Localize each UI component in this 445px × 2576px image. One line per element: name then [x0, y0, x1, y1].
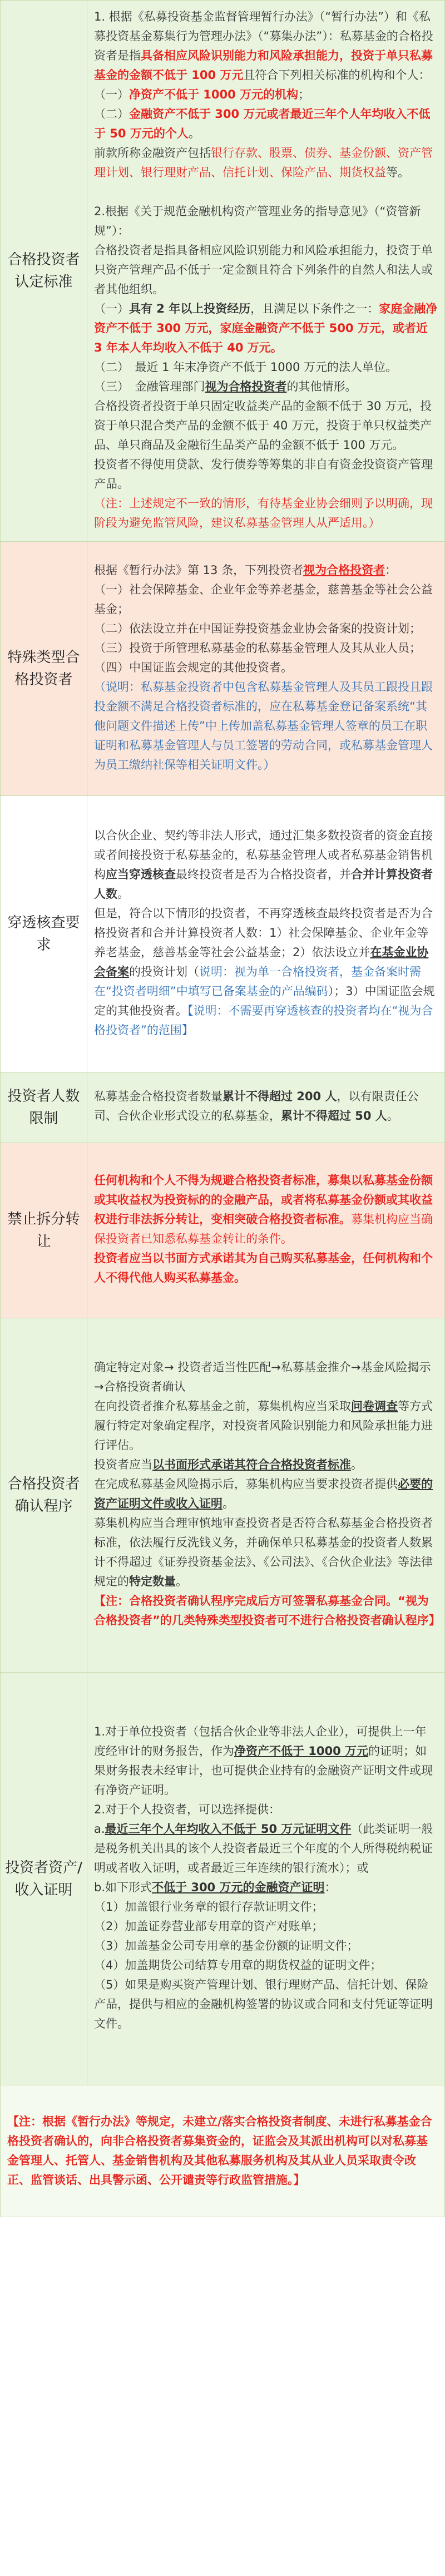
text-run: 以合伙企业、契约等非法人形式，通过汇集多数投资者的资金直接或者间接投资于私募基金的，私募基金管理人或者私募基金销售机构 [94, 828, 433, 881]
footnote-text [7, 2112, 438, 2190]
text-run: 募集机构应当合理审慎地审查投资者是否符合私募基金合格投资者标准，依法履行反洗钱义务，并确保单只私募基金的投资者人数累计不得超过《证券投资基金法》、《公司法》、《合伙企业法》等法律规定的 [94, 1516, 433, 1588]
text-run: 最近三年个人年均收入不低于 50 万元证明文件 [105, 1822, 352, 1836]
text-run: 任何机构和个人不得为规避合格投资者标准，募集以私募基金份额或其收益权为投资标的的金融产品，或者将私募基金份额或其收益权进行非法拆分转让，变相突破合格投资者标准。 [94, 1174, 433, 1226]
text-run: 在完成私募基金风险揭示后，募集机构应当要求投资者提供 [94, 1477, 398, 1491]
rule-content [87, 796, 445, 1072]
rule-paragraph [94, 1722, 438, 1800]
rule-paragraph [94, 377, 438, 397]
text-run: （2）加盖证券营业部专用章的资产对账单； [94, 1919, 324, 1933]
row-investor-count-limit [1, 1072, 445, 1143]
text-run: 净资产不低于 1000 万元的机构 [129, 87, 299, 101]
rule-paragraph [94, 241, 438, 299]
rule-paragraph [94, 619, 438, 639]
rule-paragraph [94, 1475, 438, 1514]
category-label: 禁止拆分转让 [1, 1143, 87, 1318]
text-run: （说明：私募基金投资者中包含私募基金管理人及其员工跟投且跟投金额不满足合格投资者标准的，应在私募基金登记备案系统“其他问题文件描述上传”中上传加盖私募基金管理人签章的员工在职证明和私募基金管理人与员工签署的劳动合同，或私募基金管理人为员工缴纳社保等相关证明文件。） [94, 680, 433, 772]
rule-paragraph [94, 826, 438, 904]
text-run: （一） [94, 301, 129, 315]
text-run: 私募基金合格投资者数量 [94, 1090, 222, 1103]
text-run: 但是，符合以下情形的投资者，不再穿透核查最终投资者是否为合格投资者和合并计算投资者人数：1）社会保障基金、企业年金等养老基金，慈善基金等社会公益基金；2）依法设立并 [94, 906, 433, 959]
text-run: （一）社会保障基金、企业年金等养老基金，慈善基金等社会公益基金； [94, 582, 433, 616]
rule-paragraph [94, 1956, 438, 1975]
text-run: 【注：合格投资者确认程序完成后方可签署私募基金合同。“视为合格投资者”的几类特殊类型投资者可不进行合格投资者确认程序】 [94, 1594, 441, 1627]
rule-paragraph [94, 1397, 438, 1455]
category-label: 特殊类型合格投资者 [1, 542, 87, 796]
text-run: （二） 最近 1 年末净资产不低于 1000 万元的法人单位。 [94, 360, 398, 374]
rule-paragraph [94, 85, 438, 105]
text-run: 。 [222, 1497, 234, 1510]
text-run: （二） [94, 107, 129, 121]
text-run: 等方式履行特定对象确定程序，对投资者风险识别能力和风险承担能力进行评估。 [94, 1400, 433, 1452]
text-run: 特定数量 [129, 1575, 176, 1588]
text-run: b.如下形式 [94, 1880, 152, 1894]
text-run: 在向投资者推介私募基金之前，募集机构应当采取 [94, 1400, 351, 1413]
text-run: （4）加盖期货公司结算专用章的期货权益的证明文件； [94, 1958, 382, 1972]
text-run: （三）投资于所管理私募基金的私募基金管理人及其从业人员； [94, 641, 421, 655]
row-footnote [1, 2085, 445, 2217]
rule-paragraph [94, 658, 438, 678]
row-split-transfer-ban [1, 1143, 445, 1318]
rule-paragraph [94, 1087, 438, 1126]
rule-content [87, 1072, 445, 1143]
rule-paragraph [94, 678, 438, 775]
category-label: 合格投资者认定标准 [1, 1, 87, 542]
text-run: （此类证明一般是税务机关出具的该个人投资者最近三个年度的个人所得税纳税证明或者收入证明，或者最近三年连续的银行流水）；或 [94, 1822, 433, 1875]
rule-paragraph [94, 1800, 438, 1819]
rule-paragraph [94, 1591, 441, 1630]
rule-paragraph [94, 299, 438, 358]
text-run: 合并计算投资者人数 [94, 867, 433, 901]
text-run: 问卷调查 [351, 1400, 398, 1413]
category-label: 合格投资者确认程序 [1, 1318, 87, 1673]
text-run: 根据《暂行办法》第 13 条，下列投资者 [94, 563, 304, 577]
text-run: 金融资产不低于 300 万元或者最近三年个人年均收入不低于 50 万元的个人 [94, 107, 431, 140]
rule-paragraph [94, 202, 438, 241]
row-qualified-investor-standard [1, 1, 445, 542]
text-run: ）；3）中国证监会规定的其他投资者。 [94, 984, 435, 1017]
rule-paragraph [94, 1917, 438, 1936]
text-run: 在基金业协会备案 [94, 945, 429, 978]
text-run: 视为合格投资者 [205, 379, 287, 393]
rule-paragraph [94, 639, 438, 658]
category-label: 投资者人数限制 [1, 1072, 87, 1143]
text-run: 确定特定对象→ 投资者适当性匹配→私募基金推介→基金风险揭示→合格投资者确认 [94, 1361, 431, 1393]
text-run: 具有 2 年以上投资经历 [129, 301, 251, 315]
text-run: ： [324, 1880, 337, 1894]
text-run: 等。 [386, 165, 409, 179]
text-run: 【注：根据《暂行办法》等规定，未建立/落实合格投资者制度、未进行私募基金合格投资者确认的，向非合格投资者募集资金的，证监会及其派出机构可以对私募基金管理人、托管人、基金销售机构及其他私募服务机构及其从业人员采取责令改正、监管谈话、出具警示函、公开谴责等行政监管措施。】 [7, 2115, 432, 2187]
text-run: 银行存款、股票、债券、基金份额、资产管理计划、银行理财产品、信托计划、保险产品、期货权益 [94, 146, 433, 179]
rule-paragraph [94, 358, 438, 377]
row-special-investor-types [1, 542, 445, 796]
text-run: 且符合下列相关标准的机构和个人： [243, 68, 431, 82]
text-run: 募集机构应当确保投资者已知悉私募基金转让的条件。 [94, 1213, 433, 1245]
text-run: 的投资计划（ [129, 965, 199, 978]
rule-paragraph [94, 561, 438, 580]
text-run: 累计不得超过 50 人 [281, 1109, 387, 1123]
text-run: 。 [351, 1458, 363, 1471]
rule-content [87, 1143, 445, 1318]
text-run: 。 [176, 1575, 187, 1588]
text-run: 视为合格投资者 [303, 563, 385, 577]
text-run: 2.根据《关于规范金融机构资产管理业务的指导意见》（“资管新规”）： [94, 204, 421, 238]
rule-paragraph [94, 1249, 438, 1288]
text-run: 说明：视为单一合格投资者，基金备案时需在“投资者明细”中填写已备案基金的产品编码 [94, 965, 421, 998]
text-run: 不低于 300 万元的金融资产证明 [152, 1880, 325, 1894]
rule-paragraph [94, 1897, 438, 1917]
row-asset-income-proof [1, 1673, 445, 2085]
text-run: 投资者不得使用贷款、发行债券等筹集的非自有资金投资资产管理产品。 [94, 457, 433, 491]
text-run: a. [94, 1822, 105, 1836]
rule-paragraph [94, 580, 438, 619]
category-label: 投资者资产/收入证明 [1, 1673, 87, 2085]
rule-paragraph [94, 904, 438, 1040]
text-run: （三） 金融管理部门 [94, 379, 205, 393]
rule-paragraph [94, 1514, 438, 1591]
text-run: （一） [94, 87, 129, 101]
text-run: ： [385, 563, 397, 577]
text-run: 。 [188, 126, 200, 140]
text-run: 投资者应当 [94, 1458, 152, 1471]
text-run: ，以有限责任公司、合伙企业形式设立的私募基金， [94, 1090, 419, 1123]
text-run: 。 [117, 887, 129, 901]
text-run: 合格投资者是指具备相应风险识别能力和风险承担能力，投资于单只资产管理产品不低于一定金额且符合下列条件的自然人和法人或者其他组织。 [94, 243, 433, 296]
text-run: 1. 根据《私募投资基金监督管理暂行办法》（“暂行办法”）和《私募投资基金募集行为管理办法》（“募集办法”）： [94, 9, 431, 43]
text-run: 投资者应当以书面方式承诺其为自己购买私募基金，任何机构和个人不得代他人购买私募基金。 [94, 1252, 433, 1284]
text-run: 私募基金的合格投资者是指 [94, 29, 433, 62]
text-run: 最终投资者是否为合格投资者，并 [176, 867, 351, 881]
rule-paragraph [94, 1819, 438, 1878]
text-run: （1）加盖银行业务章的银行存款证明文件； [94, 1900, 324, 1914]
text-run: 。 [387, 1109, 399, 1123]
text-run: 具备相应风险识别能力和风险承担能力，投资于单只私募基金的金额不低于 100 万元 [94, 48, 433, 82]
text-run: 的其他情形。 [286, 379, 357, 393]
text-run: 前款所称金融资产包括 [94, 146, 211, 160]
rule-paragraph [94, 105, 438, 144]
rule-paragraph [94, 144, 438, 182]
footnote [1, 2085, 445, 2217]
text-run: 必要的资产证明文件或收入证明 [94, 1477, 433, 1510]
text-run: （四）中国证监会规定的其他投资者。 [94, 660, 293, 674]
text-run: 合格投资者投资于单只固定收益类产品的金额不低于 30 万元，投资于单只混合类产品的金额不低于 40 万元，投资于单只权益类产品、单只商品及金融衍生品类产品的金额不低于 100 万元。 [94, 399, 432, 452]
text-run: 1.对于单位投资者（包括合伙企业等非法人企业），可提供上一年度经审计的财务报告，作为 [94, 1724, 427, 1758]
text-run: 【说明：不需要再穿透核查的投资者均在“视为合格投资者”的范围】 [94, 1003, 433, 1037]
text-run: 净资产不低于 1000 万元 [234, 1744, 369, 1758]
category-label: 穿透核查要求 [1, 796, 87, 1072]
text-run: 应当穿透核查 [106, 867, 176, 881]
rule-content [87, 542, 445, 796]
text-run: （二）依法设立并在中国证券投资基金业协会备案的投资计划； [94, 621, 421, 635]
text-run: 累计不得超过 200 人 [222, 1090, 337, 1103]
row-look-through-check [1, 796, 445, 1072]
text-run: ； [298, 87, 310, 101]
text-run: （3）加盖基金公司专用章的基金份额的证明文件； [94, 1939, 359, 1952]
rule-paragraph [94, 1358, 438, 1397]
rule-content [87, 1318, 445, 1673]
text-run: （注：上述规定不一致的情形，有待基金业协会细则予以明确，现阶段为避免监管风险，建议私募基金管理人从严适用。） [94, 496, 433, 530]
rule-paragraph [94, 494, 438, 533]
rule-paragraph [94, 1975, 438, 2034]
text-run: 家庭金融净资产不低于 300 万元，家庭金融资产不低于 500 万元，或者近 3 年本人年均收入不低于 40 万元。 [94, 301, 438, 354]
rule-content [87, 1673, 445, 2085]
rule-paragraph [94, 1878, 438, 1897]
rule-paragraph [94, 1455, 438, 1475]
row-investor-confirmation-procedure [1, 1318, 445, 1673]
rule-content [87, 1, 445, 542]
rule-paragraph [94, 455, 438, 494]
rule-paragraph [94, 1171, 438, 1249]
rule-paragraph [94, 397, 438, 455]
text-run: 以书面形式承诺其符合合格投资者标准 [152, 1458, 351, 1471]
text-run: 2.对于个人投资者，可以选择提供： [94, 1802, 281, 1816]
text-run: 的证明；如果财务报表未经审计，也可提供企业持有的金融资产证明文件或现有净资产证明。 [94, 1744, 433, 1797]
rule-paragraph [94, 1936, 438, 1956]
text-run: （5）如果是购买资产管理计划、银行理财产品、信托计划、保险产品，提供与相应的金融机构签署的协议或合同和支付凭证等证明文件。 [94, 1977, 433, 2030]
rule-paragraph [94, 7, 438, 85]
text-run: ，且满足以下条件之一： [250, 301, 379, 315]
